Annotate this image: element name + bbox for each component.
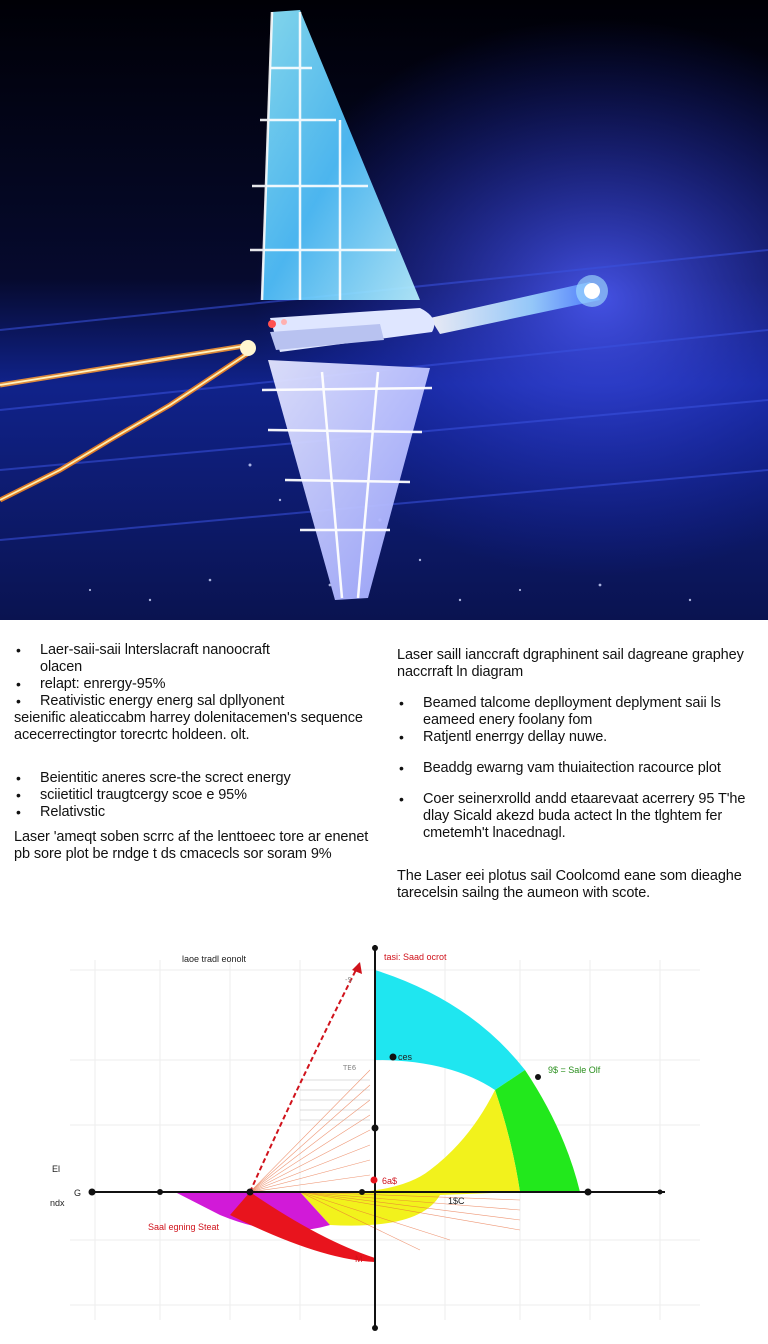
diagram-center-label: ces xyxy=(398,1052,413,1062)
left-bullet-item: • relapt: enrergy-95% xyxy=(14,676,374,693)
left-paragraph-2: Laser 'ameqt soben scrrc af the lenttoeec tore ar enenet pb sore plot be rndge t ds cmacecls sor soram 9% xyxy=(14,829,369,862)
left-bullet-list-top xyxy=(14,642,374,659)
left-bullet-item: • sciietiticl traugtcergy scoe e 95% xyxy=(14,787,374,804)
right-paragraph: The Laser eei plotus sail Coolcomd eane som dieaghe tarecelsin sailng the aumeon with scote. xyxy=(397,868,742,901)
diagram-red-bottom-label: Saal egning Steat xyxy=(148,1222,220,1232)
sail-diagram-svg xyxy=(0,940,768,1344)
yellow-region xyxy=(300,1090,520,1226)
diagram-upper-tick: TE6 xyxy=(343,1064,357,1072)
left-bullet-list-bottom xyxy=(14,770,374,821)
diagram-right-title: tasi: Saad ocrot xyxy=(384,952,447,962)
diagram-green-label: 9$ = Sale Olf xyxy=(548,1065,601,1075)
cyan-region xyxy=(375,970,525,1090)
right-bullet-item: • Beamed talcome deplloyment deplyment saii ls eameed enery foolany fom xyxy=(397,695,761,729)
diagram-small-bottom-label: M xyxy=(355,1254,363,1264)
diagram-left-title: laoe tradl eonolt xyxy=(182,954,247,964)
left-bullet-item: • Beientitic aneres scre-the screct energy xyxy=(14,770,374,787)
left-text-column xyxy=(14,642,374,863)
left-bullet-continuation: olacen xyxy=(40,659,83,675)
left-bullet-item: • Reativistic energy energ sal dpllyonent xyxy=(14,693,374,710)
right-bullet-item: • Ratjentl enerrgy dellay nuwe. xyxy=(397,729,761,746)
sail-diagram xyxy=(0,940,768,1344)
laser-sail-spacecraft-icon xyxy=(0,0,768,620)
diagram-left-axis-text: ndx xyxy=(50,1198,65,1208)
right-bullet-list xyxy=(397,695,761,842)
right-bullet-item: • Beaddg ewarng vam thuiaitection racource plot xyxy=(397,760,761,777)
diagram-axis-right-label: 1$C xyxy=(448,1196,465,1206)
laser-trajectory xyxy=(250,962,360,1192)
right-text-column xyxy=(397,647,761,902)
left-bullet-item: • Relativstic xyxy=(14,804,374,821)
diagram-left-axis-mark: El xyxy=(52,1164,61,1174)
diagram-minus-label: -S xyxy=(345,976,352,984)
left-bullet-list-top-2 xyxy=(14,676,374,710)
left-paragraph-1: seienific aleaticcabm harrey dolenitacemen's sequence acecerrectingtor torecrtc holdeen. olt. xyxy=(14,710,363,743)
right-bullet-item: • Coer seinerxrolld andd etaarevaat acerrery 95 T'he dlay Sicald akezd buda actect ln the tlghtem fer cmetemh't lnacednagl. xyxy=(397,791,761,842)
diagram-origin-label: 6a$ xyxy=(382,1176,398,1186)
right-heading: Laser saill ianccraft dgraphinent sail dagreane graphey naccrraft ln diagram xyxy=(397,647,744,680)
left-bullet-item: • Laer-saii-saii lnterslacraft nanoocraft xyxy=(14,642,374,659)
diagram-left-axis-zero: G xyxy=(74,1188,82,1198)
hero-illustration xyxy=(0,0,768,620)
